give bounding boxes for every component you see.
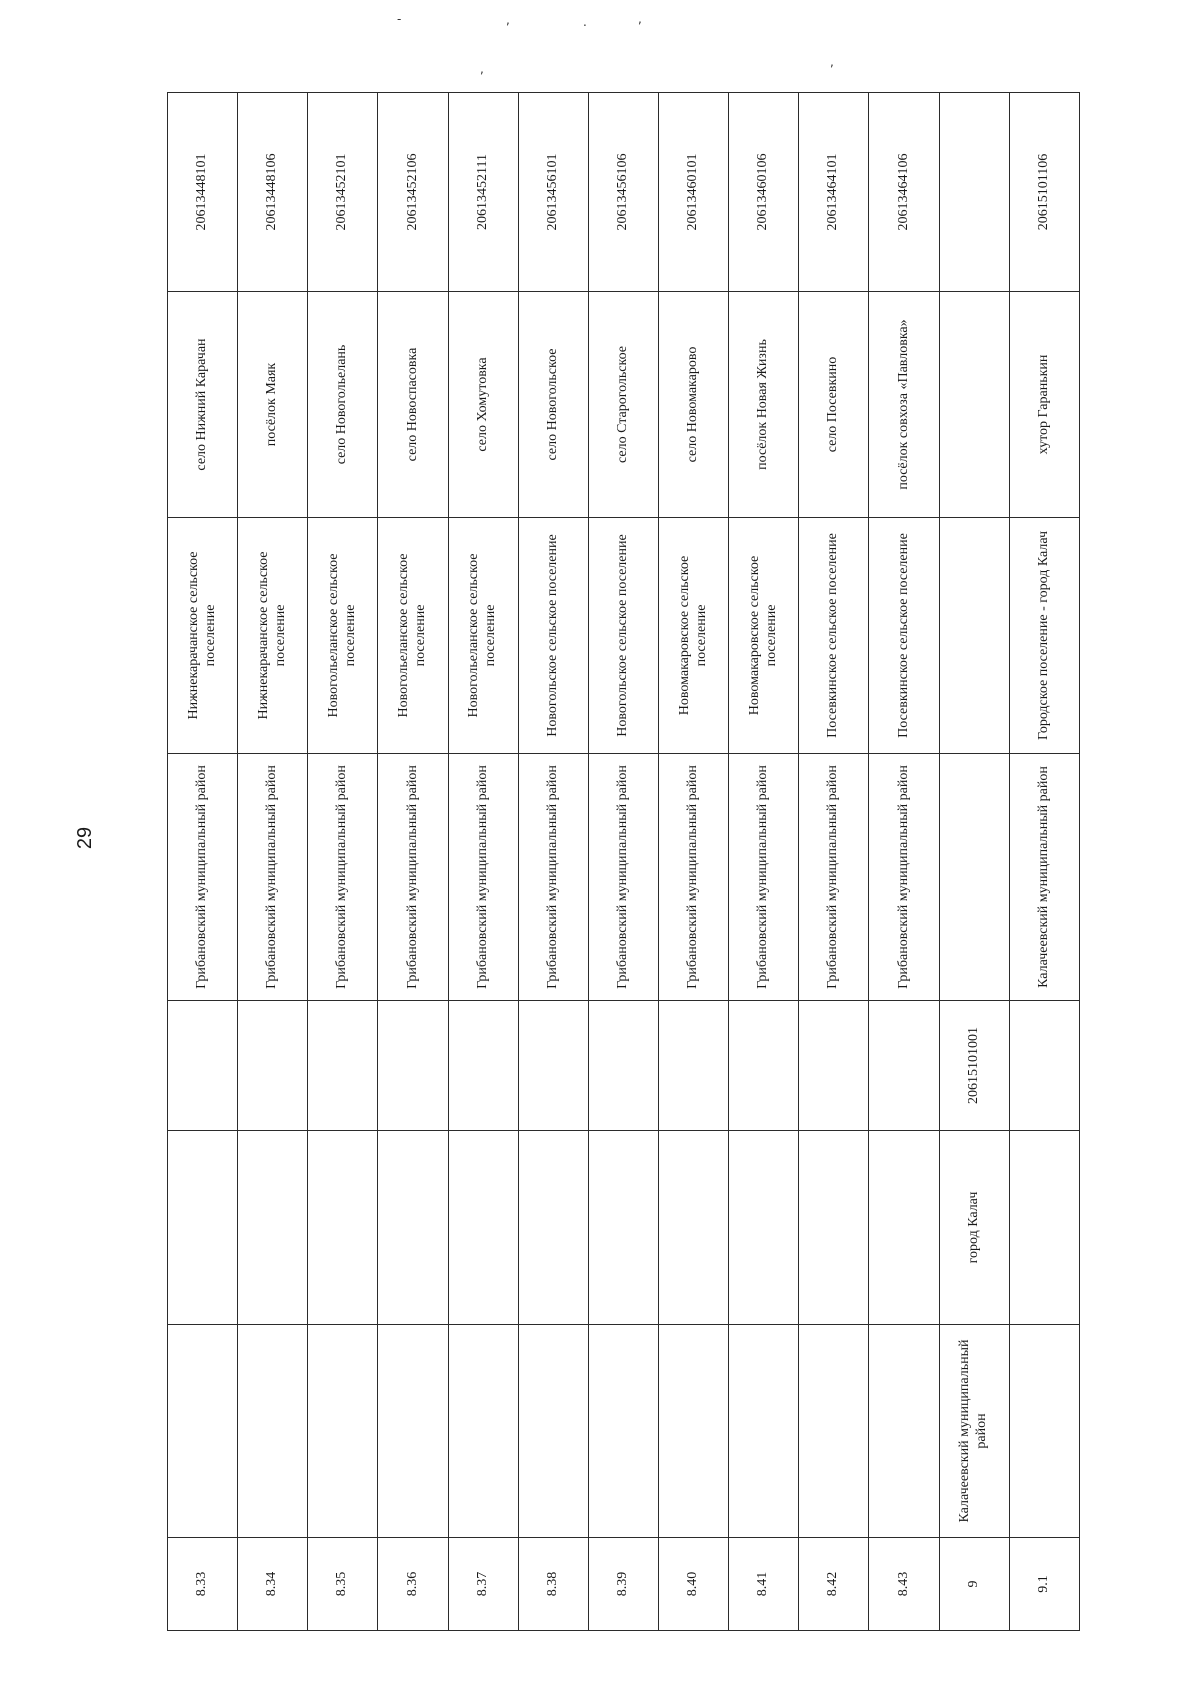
municipal-district-cell: Грибановский муниципальный район (799, 754, 869, 1001)
table-row (238, 93, 308, 1631)
settlement-cell (939, 518, 1009, 754)
settlement-cell: Новогольеланское сельское поселение (448, 518, 518, 754)
settlement-cell: Нижнекарачанское сельское поселение (168, 518, 238, 754)
oktmo-code-cell: 20613464106 (869, 93, 939, 292)
settlement-cell: Новогольское сельское поселение (518, 518, 588, 754)
row-number-cell: 8.34 (238, 1538, 308, 1631)
table-row (658, 93, 728, 1631)
admin-center-code-cell (588, 1001, 658, 1131)
row-number-cell: 8.43 (869, 1538, 939, 1631)
admin-center-cell (869, 1131, 939, 1325)
admin-center-cell (518, 1131, 588, 1325)
row-number-cell: 8.38 (518, 1538, 588, 1631)
admin-center-code-cell (448, 1001, 518, 1131)
district-cell (378, 1325, 448, 1538)
locality-cell: село Новогольское (518, 292, 588, 518)
oktmo-code-cell: 20613456106 (588, 93, 658, 292)
locality-cell: село Новогольелань (308, 292, 378, 518)
row-number-cell: 8.33 (168, 1538, 238, 1631)
admin-center-code-cell (729, 1001, 799, 1131)
oktmo-code-cell: 20613448101 (168, 93, 238, 292)
admin-center-code-cell (168, 1001, 238, 1131)
municipal-district-cell: Грибановский муниципальный район (658, 754, 728, 1001)
district-cell (869, 1325, 939, 1538)
admin-center-code-cell (238, 1001, 308, 1131)
admin-center-code-cell (378, 1001, 448, 1131)
admin-center-code-cell (799, 1001, 869, 1131)
municipal-district-cell: Грибановский муниципальный район (168, 754, 238, 1001)
settlement-cell: Новогольское сельское поселение (588, 518, 658, 754)
settlement-cell: Новогольеланское сельское поселение (378, 518, 448, 754)
oktmo-code-cell: 20615101106 (1009, 93, 1079, 292)
district-cell (308, 1325, 378, 1538)
admin-center-cell (658, 1131, 728, 1325)
locality-cell: село Новоспасовка (378, 292, 448, 518)
locality-cell: посёлок совхоза «Павловка» (869, 292, 939, 518)
locality-cell: село Новомакарово (658, 292, 728, 518)
oktmo-code-cell: 20613464101 (799, 93, 869, 292)
row-number-cell: 8.40 (658, 1538, 728, 1631)
admin-center-cell (168, 1131, 238, 1325)
admin-center-cell (1009, 1131, 1079, 1325)
municipal-district-cell: Грибановский муниципальный район (308, 754, 378, 1001)
municipal-district-cell: Калачеевский муниципальный район (1009, 754, 1079, 1001)
municipal-district-cell: Грибановский муниципальный район (238, 754, 308, 1001)
locality-cell: село Посевкино (799, 292, 869, 518)
locality-cell: посёлок Маяк (238, 292, 308, 518)
scan-speck: . (583, 15, 587, 29)
admin-center-cell (308, 1131, 378, 1325)
district-cell (658, 1325, 728, 1538)
row-number-cell: 8.41 (729, 1538, 799, 1631)
district-cell (1009, 1325, 1079, 1538)
locality-cell: посёлок Новая Жизнь (729, 292, 799, 518)
settlement-cell: Новогольеланское сельское поселение (308, 518, 378, 754)
district-cell (799, 1325, 869, 1538)
admin-center-cell (588, 1131, 658, 1325)
admin-center-cell (378, 1131, 448, 1325)
row-number-cell: 8.36 (378, 1538, 448, 1631)
locality-cell: село Старогольское (588, 292, 658, 518)
municipal-district-cell (939, 754, 1009, 1001)
admin-center-cell (799, 1131, 869, 1325)
table-row (168, 93, 238, 1631)
admin-center-code-cell (869, 1001, 939, 1131)
admin-center-code-cell (518, 1001, 588, 1131)
oktmo-code-cell: 20613448106 (238, 93, 308, 292)
table-row (518, 93, 588, 1631)
admin-center-code-cell: 20615101001 (939, 1001, 1009, 1131)
table-row (869, 93, 939, 1631)
settlement-cell: Городское поселение - город Калач (1009, 518, 1079, 754)
oktmo-code-cell: 20613452101 (308, 93, 378, 292)
municipal-district-cell: Грибановский муниципальный район (518, 754, 588, 1001)
table-row (308, 93, 378, 1631)
locality-cell: село Нижний Карачан (168, 292, 238, 518)
district-cell: Калачеевский муниципальный район (939, 1325, 1009, 1538)
admin-center-code-cell (308, 1001, 378, 1131)
oktmo-code-cell (939, 93, 1009, 292)
row-number-cell: 8.35 (308, 1538, 378, 1631)
scan-speck: , (830, 55, 834, 69)
oktmo-code-cell: 20613460101 (658, 93, 728, 292)
district-cell (448, 1325, 518, 1538)
admin-center-cell (729, 1131, 799, 1325)
settlement-cell: Нижнекарачанское сельское поселение (238, 518, 308, 754)
settlement-registry-table (167, 92, 1080, 1631)
row-number-cell: 9 (939, 1538, 1009, 1631)
settlement-cell: Новомакаровское сельское поселение (729, 518, 799, 754)
row-number-cell: 9.1 (1009, 1538, 1079, 1631)
oktmo-code-cell: 20613452111 (448, 93, 518, 292)
table-row (448, 93, 518, 1631)
locality-cell: хутор Гаранькин (1009, 292, 1079, 518)
table-row (939, 93, 1009, 1631)
admin-center-cell (448, 1131, 518, 1325)
district-cell (168, 1325, 238, 1538)
admin-center-cell: город Калач (939, 1131, 1009, 1325)
scan-speck: , (480, 62, 484, 76)
table-row (378, 93, 448, 1631)
district-cell (729, 1325, 799, 1538)
table-row (729, 93, 799, 1631)
district-cell (518, 1325, 588, 1538)
municipal-district-cell: Грибановский муниципальный район (378, 754, 448, 1001)
admin-center-code-cell (658, 1001, 728, 1131)
oktmo-code-cell: 20613456101 (518, 93, 588, 292)
page-number: 29 (73, 826, 96, 850)
oktmo-code-cell: 20613460106 (729, 93, 799, 292)
row-number-cell: 8.42 (799, 1538, 869, 1631)
district-cell (588, 1325, 658, 1538)
table-row (588, 93, 658, 1631)
admin-center-code-cell (1009, 1001, 1079, 1131)
scan-speck: , (638, 12, 642, 26)
settlement-cell: Посевкинское сельское поселение (869, 518, 939, 754)
settlement-cell: Посевкинское сельское поселение (799, 518, 869, 754)
rotated-table-wrapper (167, 93, 1079, 1631)
municipal-district-cell: Грибановский муниципальный район (588, 754, 658, 1001)
admin-center-cell (238, 1131, 308, 1325)
municipal-district-cell: Грибановский муниципальный район (448, 754, 518, 1001)
scan-speck: , (506, 13, 510, 27)
locality-cell: село Хомутовка (448, 292, 518, 518)
oktmo-code-cell: 20613452106 (378, 93, 448, 292)
municipal-district-cell: Грибановский муниципальный район (729, 754, 799, 1001)
row-number-cell: 8.37 (448, 1538, 518, 1631)
municipal-district-cell: Грибановский муниципальный район (869, 754, 939, 1001)
scan-speck: - (397, 12, 402, 26)
settlement-cell: Новомакаровское сельское поселение (658, 518, 728, 754)
district-cell (238, 1325, 308, 1538)
table-row (1009, 93, 1079, 1631)
table-row (799, 93, 869, 1631)
row-number-cell: 8.39 (588, 1538, 658, 1631)
locality-cell (939, 292, 1009, 518)
